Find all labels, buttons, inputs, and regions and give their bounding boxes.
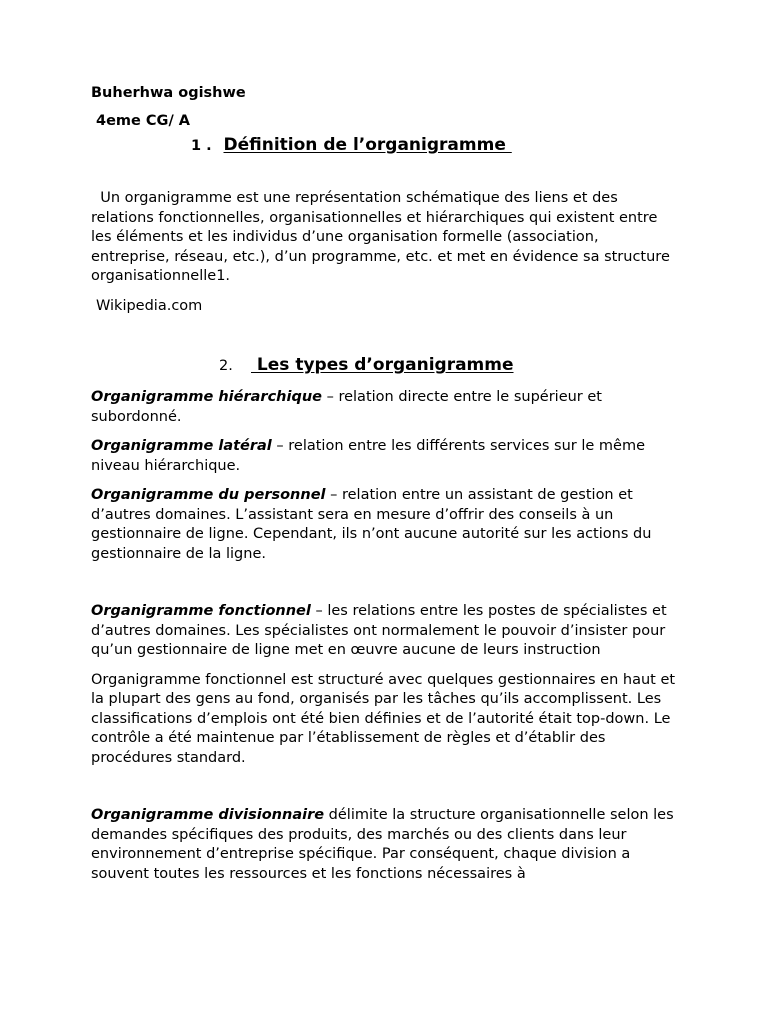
type-paragraph-divisionnaire bbox=[91, 806, 681, 884]
type-term: Organigramme du personnel bbox=[91, 487, 326, 503]
type-description: – relation entre un assistant de gestion et d’autres domaines. L’assistant sera en mesure d’offrir des conseils à un gestionnaire de ligne. Cependant, ils n’ont aucune autorité sur les actions du gestionnaire de la ligne. bbox=[91, 487, 652, 562]
class-label: 4eme CG/ A bbox=[96, 113, 191, 129]
type-description: – les relations entre les postes de spécialistes et d’autres domaines. Les spécialistes ont normalement le pouvoir d’insister pour qu’un gestionnaire de ligne met en œuvre aucune de leurs instruction bbox=[91, 603, 667, 658]
type-term: Organigramme hiérarchique bbox=[91, 389, 322, 405]
type-description: – relation entre les différents services sur le même niveau hiérarchique. bbox=[91, 438, 646, 474]
type-paragraph-personnel bbox=[91, 486, 681, 564]
author-name: Buherhwa ogishwe bbox=[91, 85, 246, 101]
functional-structure-paragraph: Organigramme fonctionnel est structuré avec quelques gestionnaires en haut et la plupart des gens au fond, organisés par les tâches qu’ils accomplissent. Les classifications d’emplois ont été bien définies et de l’autorité était top-down. Le contrôle a été maintenue par l’établissement de règles et d’établir des procédures standard. bbox=[91, 671, 676, 766]
type-term: Organigramme fonctionnel bbox=[91, 603, 311, 619]
type-term: Organigramme divisionnaire bbox=[91, 807, 325, 823]
type-paragraph-fonctionnel bbox=[91, 602, 681, 661]
definition-paragraph: Un organigramme est une représentation schématique des liens et des relations fonctionnelles, organisationnelles et hiérarchiques qui existent entre les éléments et les individus d’une organisation formelle (association, entreprise, réseau, etc.), d’un programme, etc. et met en évidence sa structure organisationnelle1. bbox=[91, 190, 675, 284]
type-term: Organigramme latéral bbox=[91, 438, 272, 454]
section-2-number: 2. bbox=[219, 358, 233, 374]
section-1-number: 1 . bbox=[191, 138, 212, 154]
source-citation: Wikipedia.com bbox=[96, 297, 203, 314]
document-body bbox=[91, 84, 681, 884]
type-description: délimite la structure organisationnelle selon les demandes spécifiques des produits, des marchés ou des clients dans leur environnement d’entreprise spécifique. Par conséquent, chaque division a souvent toutes les ressources et les fonctions nécessaires à bbox=[91, 807, 674, 882]
section-1-title: Définition de l’organigramme bbox=[223, 135, 512, 155]
type-paragraph-hierarchique bbox=[91, 388, 681, 427]
section-2-title: Les types d’organigramme bbox=[251, 355, 514, 375]
section-1-heading bbox=[91, 136, 681, 160]
type-paragraph-lateral bbox=[91, 437, 681, 476]
type-description: – relation directe entre le supérieur et subordonné. bbox=[91, 389, 602, 425]
section-2-heading bbox=[91, 356, 681, 380]
